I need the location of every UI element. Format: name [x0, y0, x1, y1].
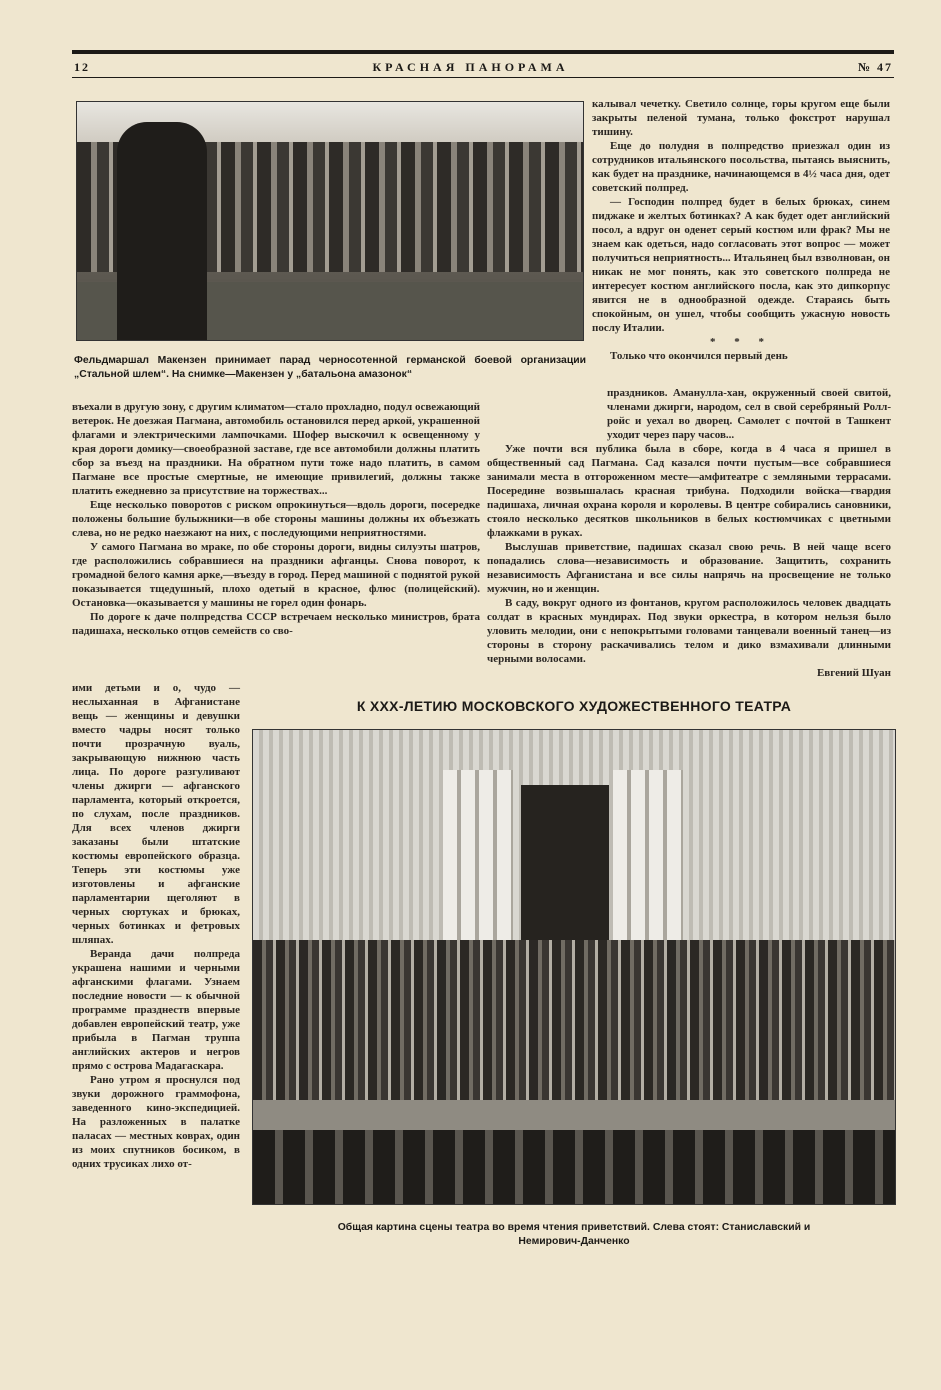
paragraph: Уже почти вся публика была в сборе, когда в 4 часа я пришел в общественный сад Пагмана. Сад казался почти пустым—все собравшиеся занимали места в отгороженном месте—амфитеатре с земляными террасами. Посередине возвышалась красная трибуна. Подходили войска—гвардия падишаха, личная охрана короля и королевы. В центре собирались сановники, стояло несколько десятков школьников в белых костюмчиках с цветными флажками в руках.: [487, 443, 891, 539]
page-number: 12: [74, 60, 90, 74]
paragraph: Еще несколько поворотов с риском опрокинуться—вдоль дороги, посередке положены большие булыжники—в обе стороны машины должны их объезжать слева, но не редко наезжают на них, с последующими неприятностями.: [72, 499, 480, 539]
photo1-caption: Фельдмаршал Макензен принимает парад черносотенной германской боевой организации „Стальной шлем“. На снимке—Макензен у „батальона амазонок“: [74, 355, 586, 380]
photo-officer: [117, 122, 207, 341]
paragraph: калывал чечетку. Светило солнце, горы кругом еще были закрыты пеленой тумана, только фокстрот нарушал тишину.: [592, 98, 890, 138]
magazine-title: КРАСНАЯ ПАНОРАМА: [372, 60, 569, 74]
photo2-caption: [252, 1221, 896, 1249]
photo-front-rows: [253, 1130, 896, 1205]
section-break: * * *: [710, 336, 772, 348]
photo-theatre-stage: [252, 729, 896, 1205]
paragraph: У самого Пагмана во мраке, по обе стороны дороги, видны силуэты шатров, где расположились собравшиеся на праздники афганцы. Снова поворот, к громадной белого камня арке,—въезду в город. Перед машиной с поднятой рукой показывается тщедушный, плохо одетый в красное, флюс (полицейский). Остановка—оказывается у машины не горел один фонарь.: [72, 541, 480, 609]
issue-number: № 47: [857, 60, 893, 74]
paragraph: въехали в другую зону, с другим климатом—стало прохладно, подул освежающий ветерок. Не доезжая Пагмана, автомобиль остановился перед аркой, украшенной флагами и электрическими лампочками. Шофер выскочил к освещенному у края дороги домику—своеобразной заставе, где все автомобили должны платить сбор за въезд на праздники. На обратном пути тоже надо платить, в самом Пагмане все простые смертные, не имеющие привилегий, должны также платить ежедневно за присутствие на торжествах...: [72, 401, 480, 497]
section-heading: К XXX-ЛЕТИЮ МОСКОВСКОГО ХУДОЖЕСТВЕННОГО ТЕАТРА: [356, 698, 792, 714]
paragraph: ими детьми и о, чудо — неслыханная в Афганистане вещь — женщины и девушки вместо чадры носят только почти прозрачную вуаль, закрывающую нижнюю часть лица. По дороге разгуливают члены джирги — афганского парламента, который откроется, по слухам, после праздников. Для всех членов джирги заказаны были штатские костюмы европейского образца. Теперь эти костюмы уже изготовлены и афганские парламентарии щеголяют в черных сюртуках и брюках, черных ботинках и фетровых шляпах.: [72, 682, 240, 946]
paragraph: Еще до полудня в полпредство приезжал один из сотрудников итальянского посольства, пытаясь выяснить, как будет на празднике, начинающемся в 4½ часа дня, одет советский полпред.: [592, 140, 890, 194]
photo-columns-left: [443, 770, 513, 960]
paragraph: В саду, вокруг одного из фонтанов, кругом расположилось человек двадцать солдат в красных мундирах. Под звуки оркестра, в котором нельзя было уловить мелодии, они с непокрытыми головами танцевали военный танец—из стороны в сторону раскачивались телом и дико взмахивали длинными черными волосами.: [487, 597, 891, 665]
article-column-right-top: [592, 97, 890, 363]
paragraph: праздников. Аманулла-хан, окруженный своей свитой, членами джирги, народом, сел в свой серебряный Ролл-ройс и уехал во дворец. Самолет с почтой в Ташкент уходит через пару часов...: [607, 387, 891, 441]
photo-parade: [76, 101, 584, 341]
photo2-caption-line2: Немирович-Данченко: [518, 1236, 630, 1247]
header-bottom-rule: [72, 77, 894, 78]
photo-doorway: [521, 785, 609, 950]
photo-audience: [253, 940, 896, 1120]
article-column-right: [487, 386, 891, 680]
photo-columns-right: [613, 770, 683, 960]
author-signature: Евгений Шуан: [816, 667, 891, 679]
paragraph: Выслушав приветствие, падишах сказал свою речь. В ней чаще всего попадались слова—независимость и образование. Защитить, сохранить независимость Афганистана и все силы напрячь на просвещение не только мужчин, но и женщин.: [487, 541, 891, 595]
paragraph: Веранда дачи полпреда украшена нашими и черными афганскими флагами. Узнаем последние новости — к обычной программе празднеств впервые добавлен европейский театр, уже прибыла в Пагман труппа английских актеров и негров прямо с острова Мадагаскара.: [72, 948, 240, 1072]
photo-stage-floor: [253, 1100, 896, 1130]
header-top-rule: [72, 50, 894, 54]
paragraph: Рано утром я проснулся под звуки дорожного граммофона, заведенного кино-экспедицией. На разложенных в палатке паласах — местных коврах, один из моих спутников босиком, в одних трусиках лихо от-: [72, 1074, 240, 1170]
paragraph: Только что окончился первый день: [610, 350, 788, 362]
paragraph: По дороге к даче полпредства СССР встречаем несколько министров, брата падишаха, несколько отцов семейств со сво-: [72, 611, 480, 637]
article-column-left: [72, 400, 480, 638]
photo2-caption-line1: Общая картина сцены театра во время чтения приветствий. Слева стоят: Станиславский и: [337, 1222, 811, 1233]
article-column-narrow: [72, 681, 240, 1171]
paragraph: — Господин полпред будет в белых брюках, синем пиджаке и желтых ботинках? А как будет одет английский посол, а вдруг он оденет серый костюм или фрак? Мы не знаем как одеться, надо согласовать этот вопрос — может получиться неприятность... Итальянец был взволнован, он никак не мог понять, как это советского полпреда не интересует костюм английского посла, как это дипкорпус явится не в однообразной одежде. Стараясь быть спокойным, он ушел, чтобы сообщить ужасную новость послу Италии.: [592, 196, 890, 334]
